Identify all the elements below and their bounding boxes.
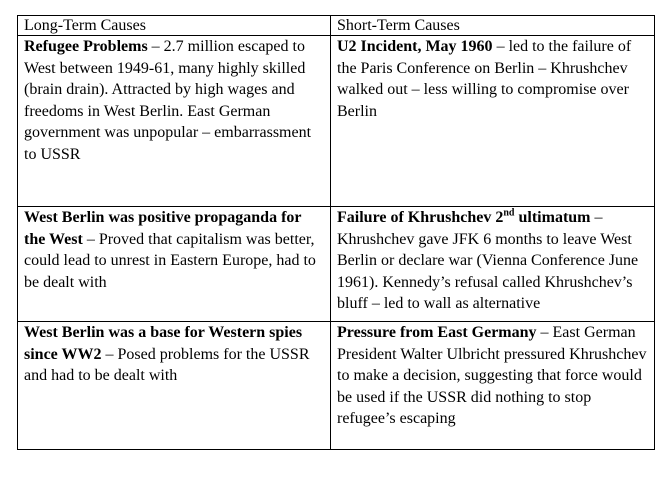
table-row [18, 207, 655, 322]
cause-text: – led to the failure of the Paris Conference on Berlin – Khrushchev walked out – less willing to compromise over Berlin [337, 38, 632, 120]
cell-refugee-problems [18, 36, 331, 207]
cell-west-berlin-propaganda [18, 207, 331, 322]
cause-text: – East German President Walter Ulbricht pressured Khrushchev to make a decision, suggesting that force would be used if the USSR did nothing to stop refugee’s escaping [337, 324, 647, 427]
table-row [18, 322, 655, 450]
header-short-term: Short-Term Causes [331, 16, 655, 36]
cause-title [337, 209, 591, 226]
cause-title-end: ultimatum [514, 209, 591, 226]
cell-khrushchev-ultimatum [331, 207, 655, 322]
cell-west-berlin-spies [18, 322, 331, 450]
cause-title: Refugee Problems [24, 38, 148, 55]
cause-title: U2 Incident, May 1960 [337, 38, 493, 55]
ordinal-suffix: nd [503, 207, 515, 219]
header-long-term: Long-Term Causes [18, 16, 331, 36]
cell-pressure-east-germany [331, 322, 655, 450]
cause-text: – 2.7 million escaped to West between 1949-61, many highly skilled (brain drain). Attracted by high wages and freedoms in West Berlin. East German government was unpopular – embarrassment to USSR [24, 38, 312, 163]
cause-text: – Proved that capitalism was better, could lead to unrest in Eastern Europe, had to be dealt with [24, 230, 316, 291]
table-row [18, 36, 655, 207]
cell-u2-incident [331, 36, 655, 207]
cause-title: Pressure from East Germany [337, 324, 537, 341]
cause-title-start: Failure of Khrushchev 2 [337, 209, 504, 226]
cause-title: West Berlin was a base for Western spies since WW2 [24, 324, 303, 363]
cause-text: – Khrushchev gave JFK 6 months to leave West Berlin or declare war (Vienna Conference June 1961). Kennedy’s refusal called Khrushchev’s bluff – led to wall as alternative [337, 209, 639, 312]
cause-title: West Berlin was positive propaganda for the West [24, 209, 302, 248]
cause-text: – Posed problems for the USSR and had to be dealt with [24, 345, 310, 384]
header-row [18, 16, 655, 36]
causes-table [17, 15, 655, 450]
